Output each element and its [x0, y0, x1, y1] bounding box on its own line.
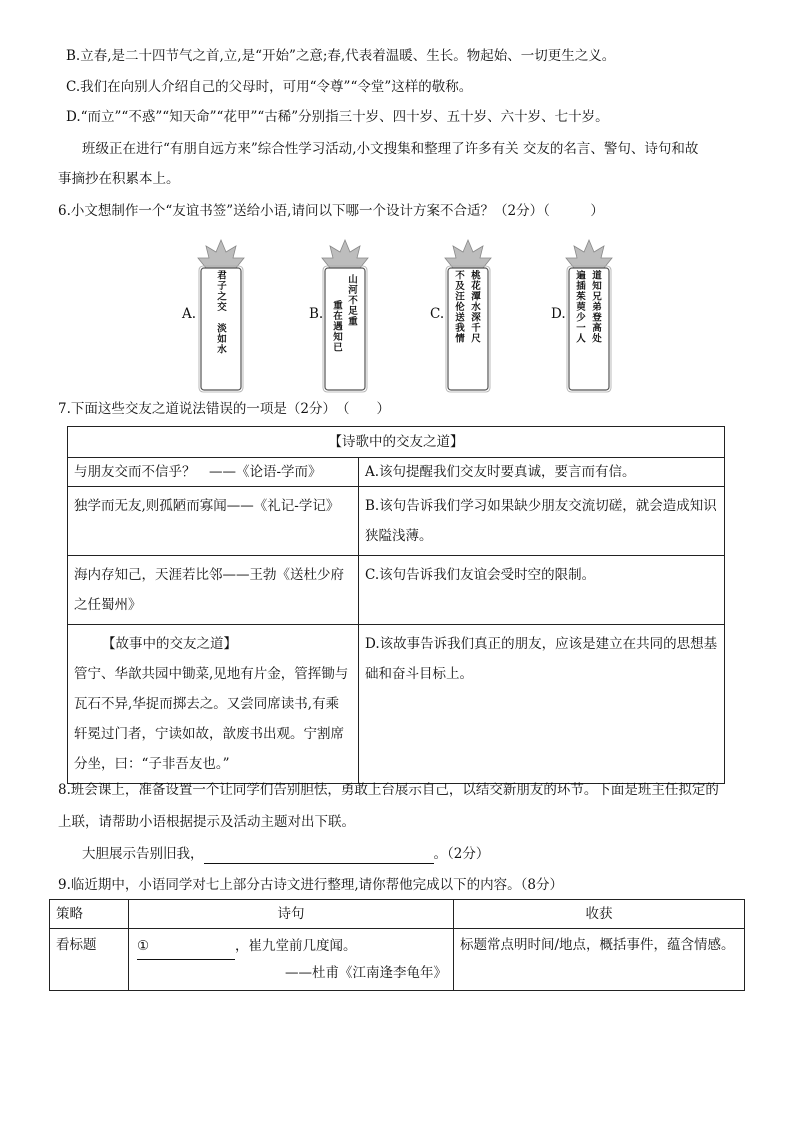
bookmark-d-label: D. — [551, 306, 566, 322]
q8-score: 。（2分） — [433, 846, 490, 862]
q7-story-text: 管宁、华歆共园中锄菜,见地有片金，管挥锄与瓦石不异,华捉而掷去之。又尝同席读书,有乘轩冕过门者，宁读如故，歆废书出观。宁割席分坐，曰：“子非吾友也。” — [74, 666, 349, 772]
bookmark-d-col1: 道知兄弟登高处 — [590, 270, 601, 344]
q9-strategy: 看标题 — [50, 929, 129, 991]
option-b: B.立春,是二十四节气之首,立,是“开始”之意;春,代表着温暖、生长。物起始、一切更生之义。 — [66, 48, 616, 64]
q9-poem-cell — [129, 929, 454, 991]
q8-answer-blank[interactable] — [204, 845, 434, 864]
q9-header-gain: 收获 — [454, 900, 745, 929]
q9-table — [49, 899, 745, 991]
q9-poem-tail: ，崔九堂前几度闻。 — [235, 938, 357, 954]
q8-upper-couplet: 大胆展示告别旧我， — [82, 846, 204, 862]
q7-row-3-right: C.该句告诉我们友谊会受时空的限制。 — [359, 556, 725, 625]
bookmark-a-col2: 淡如水 — [215, 323, 226, 355]
q7-story-title: 【故事中的交友之道】 — [102, 636, 237, 652]
q7-row-2-left: 独学而无友,则孤陋而寡闻——《礼记-学记》 — [68, 487, 359, 556]
option-d: D.“而立”“不惑”“知天命”“花甲”“古稀”分别指三十岁、四十岁、五十岁、六十岁、七十岁。 — [66, 109, 609, 125]
bookmark-c-label: C. — [430, 306, 445, 322]
bookmark-c-col1: 桃花潭水深千尺 — [469, 270, 480, 344]
bookmark-d-col2: 遍插茱萸少一人 — [574, 270, 585, 344]
question-8-stem-2: 上联，请帮助小语根据提示及活动主题对出下联。 — [58, 814, 355, 830]
q7-row-2-right: B.该句告诉我们学习如果缺少朋友交流切磋，就会造成知识狭隘浅薄。 — [359, 487, 725, 556]
option-c: C.我们在向别人介绍自己的父母时，可用“令尊”“令堂”这样的敬称。 — [66, 79, 473, 95]
q9-blank-1[interactable] — [137, 933, 235, 960]
q8-answer-line — [82, 845, 489, 864]
q7-row-4-right: D.该故事告诉我们真正的朋友，应该是建立在共同的思想基础和奋斗目标上。 — [359, 625, 725, 784]
intro-line-1: 班级正在进行“有朋自远方来”综合性学习活动,小文搜集和整理了许多有关 交友的名言、警句、诗句和故 — [82, 141, 699, 157]
bookmark-b-col2: 重在遇知已 — [331, 300, 342, 353]
q7-row-1-left: 与朋友交而不信乎？ ——《论语-学而》 — [68, 458, 359, 487]
q9-header-poem: 诗句 — [129, 900, 454, 929]
q9-header-strategy: 策略 — [50, 900, 129, 929]
q9-poem-line — [135, 933, 447, 960]
q7-row-4-left — [68, 625, 359, 784]
q7-row-3-left: 海内存知己，天涯若比邻——王勃《送杜少府之任蜀州》 — [68, 556, 359, 625]
q7-table — [67, 426, 725, 784]
q9-blank-number: ① — [137, 938, 150, 954]
question-6-stem: 6.小文想制作一个“友谊书签”送给小语,请问以下哪一个设计方案不合适？（2分）（ ） — [58, 203, 604, 219]
bookmark-b-col1: 山河不足重 — [346, 274, 357, 327]
bookmark-a[interactable] — [196, 238, 246, 393]
intro-line-2: 事摘抄在积累本上。 — [58, 171, 180, 187]
question-8-stem-1: 8.班会课上，准备设置一个让同学们告别胆怯，勇敢上台展示自己，以结交新朋友的环节。下面是班主任拟定的 — [58, 782, 719, 798]
q9-gain: 标题常点明时间/地点，概括事件，蕴含情感。 — [454, 929, 745, 991]
q7-table-title: 【诗歌中的交友之道】 — [68, 427, 725, 458]
bookmark-b-label: B. — [309, 306, 324, 322]
question-9-stem: 9.临近期中，小语同学对七上部分古诗文进行整理,请你帮他完成以下的内容。（8分） — [58, 877, 564, 893]
q9-source: ——杜甫《江南逢李龟年》 — [285, 965, 447, 981]
bookmark-a-col1: 君子之交 — [215, 270, 226, 312]
bookmark-a-label: A. — [182, 306, 197, 322]
q7-row-1-right: A.该句提醒我们交友时要真诚，要言而有信。 — [359, 458, 725, 487]
bookmark-c-col2: 不及汪伦送我情 — [453, 270, 464, 344]
question-7-stem: 7.下面这些交友之道说法错误的一项是（2分） （ ） — [58, 401, 390, 417]
